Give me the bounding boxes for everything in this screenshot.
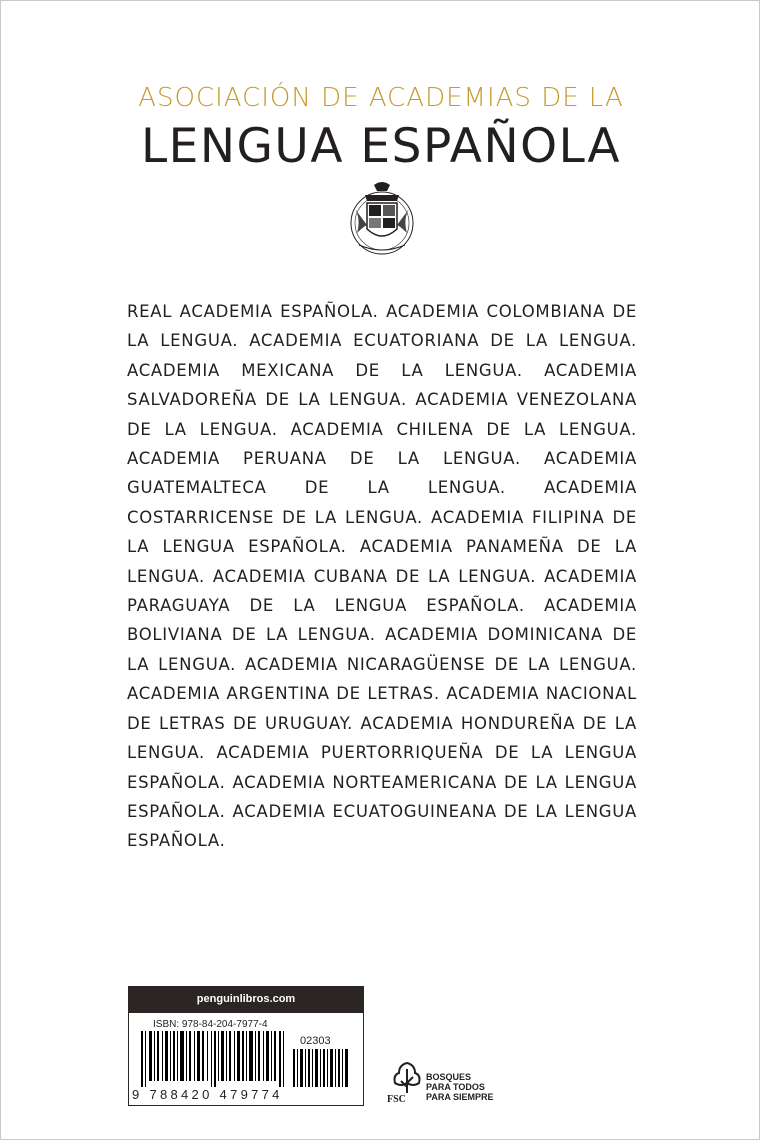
academy-crest-icon	[347, 179, 417, 261]
header-title: LENGUA ESPAÑOLA	[140, 119, 622, 174]
ean-digits: 9 788420 479774	[132, 1087, 283, 1102]
academies-list: REAL ACADEMIA ESPAÑOLA. ACADEMIA COLOMBIANA DE LA LENGUA. ACADEMIA ECUATORIANA DE LA LENGUA. ACADEMIA MEXICANA DE LA LENGUA. ACADEMIA SALVADOREÑA DE LA LENGUA. ACADEMIA VENEZOLANA DE LA LENGUA. ACADEMIA CHILENA DE LA LENGUA. ACADEMIA PERUANA DE LA LENGUA. ACADEMIA GUATEMALTECA DE LA LENGUA. ACADEMIA COSTARRICENSE DE LA LENGUA. ACADEMIA FILIPINA DE LA LENGUA ESPAÑOLA. ACADEMIA PANAMEÑA DE LA LENGUA. ACADEMIA CUBANA DE LA LENGUA. ACADEMIA PARAGUAYA DE LA LENGUA ESPAÑOLA. ACADEMIA BOLIVIANA DE LA LENGUA. ACADEMIA DOMINICANA DE LA LENGUA. ACADEMIA NICARAGÜENSE DE LA LENGUA. ACADEMIA ARGENTINA DE LETRAS. ACADEMIA NACIONAL DE LETRAS DE URUGUAY. ACADEMIA HONDUREÑA DE LA LENGUA. ACADEMIA PUERTORRIQUEÑA DE LA LENGUA ESPAÑOLA. ACADEMIA NORTEAMERICANA DE LA LENGUA ESPAÑOLA. ACADEMIA ECUATOGUINEANA DE LA LENGUA ESPAÑOLA.	[127, 302, 637, 851]
fsc-slogan-line: PARA TODOS	[426, 1082, 485, 1092]
isbn-label: ISBN: 978-84-204-7977-4	[153, 1019, 268, 1030]
fsc-slogan	[426, 1072, 494, 1102]
ean-barcode-icon	[141, 1031, 291, 1087]
publisher-website: penguinlibros.com	[128, 986, 364, 1013]
price-code: 02303	[300, 1035, 331, 1047]
fsc-slogan-line: PARA SIEMPRE	[426, 1092, 494, 1102]
header-subtitle: ASOCIACIÓN DE ACADEMIAS DE LA	[138, 83, 624, 113]
fsc-label: FSC	[387, 1094, 406, 1105]
barcode-box	[128, 1013, 364, 1106]
fsc-tree-icon	[387, 1059, 427, 1095]
addon-barcode-icon	[293, 1049, 353, 1087]
fsc-slogan-line: BOSQUES	[426, 1072, 472, 1082]
